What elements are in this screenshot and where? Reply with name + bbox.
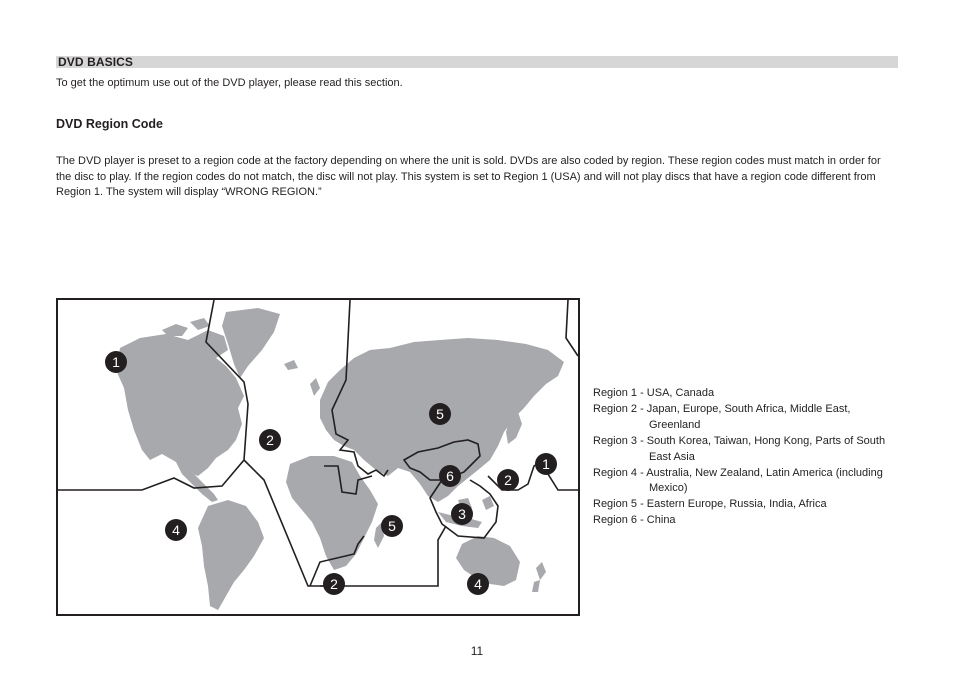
new-zealand-landmass <box>532 562 546 592</box>
svg-text:2: 2 <box>266 432 274 448</box>
intro-text: To get the optimum use out of the DVD player, please read this section. <box>56 77 403 89</box>
legend-item: Region 3 - South Korea, Taiwan, Hong Kong, Parts of South East Asia <box>593 434 886 463</box>
legend-item: Region 5 - Eastern Europe, Russia, India, Africa <box>593 498 827 511</box>
region-map <box>56 298 580 616</box>
legend-item: Region 6 - China <box>593 514 676 527</box>
region-code-description: The DVD player is preset to a region code at the factory depending on where the unit is sold. DVDs are also coded by region. These region codes must match in order for the disc to play. If the region codes do not match, the disc will not play. This system is set to Region 1 (USA) and will not play discs that have a region code different from Region 1. The system will display “WRONG REGION.” <box>56 155 881 199</box>
legend-item: Region 4 - Australia, New Zealand, Latin America (including Mexico) <box>593 466 883 495</box>
australia-landmass <box>456 536 520 586</box>
page-number: 11 <box>470 644 484 658</box>
section-header-bar <box>56 56 898 68</box>
svg-text:2: 2 <box>504 472 512 488</box>
region-marker-5-africa <box>381 515 403 537</box>
region-marker-2-japan <box>497 469 519 491</box>
region-marker-3-southeast-asia <box>451 503 473 525</box>
boundary-pacific <box>566 300 578 356</box>
africa-landmass <box>286 456 378 570</box>
region-marker-1-pacific <box>535 453 557 475</box>
svg-text:3: 3 <box>458 506 466 522</box>
section-title: DVD BASICS <box>58 55 134 69</box>
region-marker-4-latin-america <box>165 519 187 541</box>
north-america-landmass <box>116 330 244 476</box>
region-marker-2-south-africa <box>323 573 345 595</box>
region-marker-1-americas <box>105 351 127 373</box>
world-map-illustration <box>58 300 578 614</box>
region-marker-6-china <box>439 465 461 487</box>
iceland-uk <box>284 360 320 396</box>
svg-text:1: 1 <box>112 354 120 370</box>
south-america-landmass <box>198 500 264 610</box>
continents <box>116 308 564 610</box>
svg-text:4: 4 <box>474 576 482 592</box>
legend-item: Region 2 - Japan, Europe, South Africa, Middle East, Greenland <box>593 402 851 431</box>
region-marker-2-europe <box>259 429 281 451</box>
region-code-heading: DVD Region Code <box>56 117 163 131</box>
svg-text:2: 2 <box>330 576 338 592</box>
region-marker-5-russia <box>429 403 451 425</box>
svg-text:1: 1 <box>542 456 550 472</box>
legend-item: Region 1 - USA, Canada <box>593 387 715 399</box>
svg-text:4: 4 <box>172 522 180 538</box>
svg-text:5: 5 <box>436 406 444 422</box>
region-legend <box>593 386 893 529</box>
region-marker-4-australia <box>467 573 489 595</box>
svg-text:6: 6 <box>446 468 454 484</box>
svg-text:5: 5 <box>388 518 396 534</box>
